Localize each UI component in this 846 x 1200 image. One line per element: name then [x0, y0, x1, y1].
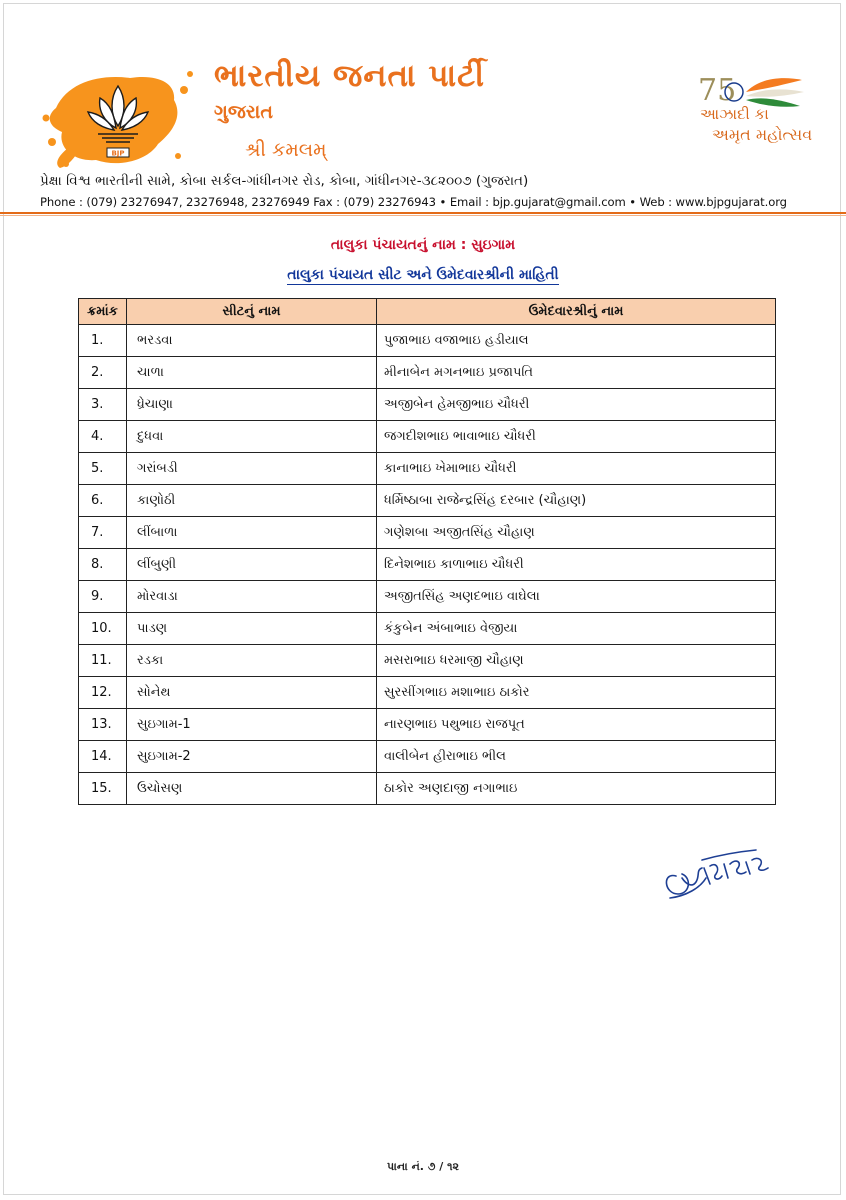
seat-cell: ગરાંબડી	[127, 453, 377, 485]
serial-cell: 5.	[79, 453, 127, 485]
document-subtitle-text: તાલુકા પંચાયત સીટ અને ઉમેદવારશ્રીની માહિતી	[287, 267, 559, 283]
amrit-line-1: આઝાદી કા	[700, 105, 769, 123]
page-number: પાના નં. ૭ / ૧૨	[387, 1160, 459, 1173]
header-divider-light	[0, 215, 846, 216]
candidate-cell: પુજાભાઇ વજાભાઇ હડીયાલ	[377, 325, 776, 357]
seat-cell: સુઇગામ-1	[127, 709, 377, 741]
seat-cell: ઉચોસણ	[127, 773, 377, 805]
serial-cell: 6.	[79, 485, 127, 517]
table-row	[79, 453, 776, 485]
seat-cell: રડકા	[127, 645, 377, 677]
seat-cell: મોરવાડા	[127, 581, 377, 613]
candidate-cell: કંકુબેન અંબાભાઇ વેજીયા	[377, 613, 776, 645]
seat-cell: ધ્રેચાણા	[127, 389, 377, 421]
seat-cell: પાડણ	[127, 613, 377, 645]
table-row	[79, 645, 776, 677]
table-row	[79, 581, 776, 613]
office-address: પ્રેક્ષા વિશ્વ ભારતીની સામે, કોબા સર્કલ-ગાંધીનગર રોડ, કોબા, ગાંધીનગર-૩૮૨૦૦૭ (ગુજરાત)	[40, 173, 529, 189]
serial-cell: 9.	[79, 581, 127, 613]
candidate-cell: વાલીબેન હીરાભાઇ ભીલ	[377, 741, 776, 773]
serial-cell: 10.	[79, 613, 127, 645]
table-row	[79, 677, 776, 709]
column-header-serial: ક્રમાંક	[79, 299, 127, 325]
candidate-cell: મીનાબેન મગનભાઇ પ્રજાપતિ	[377, 357, 776, 389]
serial-cell: 11.	[79, 645, 127, 677]
document-title: તાલુકા પંચાયતનું નામ : સુઇગામ	[330, 237, 516, 253]
table-row	[79, 517, 776, 549]
table-row	[79, 421, 776, 453]
table-header-row	[79, 299, 776, 325]
table-row	[79, 773, 776, 805]
seat-cell: લીંબાળા	[127, 517, 377, 549]
serial-cell: 3.	[79, 389, 127, 421]
table-row	[79, 357, 776, 389]
candidate-cell: કાનાભાઇ ખેમાભાઇ ચૌધરી	[377, 453, 776, 485]
candidate-cell: જગદીશભાઇ ભાવાભાઇ ચૌધરી	[377, 421, 776, 453]
contact-details: Phone : (079) 23276947, 23276948, 23276949 Fax : (079) 23276943 • Email : bjp.gujarat@gmail.com • Web : www.bjpgujarat.org	[40, 195, 787, 209]
serial-cell: 2.	[79, 357, 127, 389]
candidate-cell: સુરસીંગભાઇ મશાભાઇ ઠાકોર	[377, 677, 776, 709]
candidate-cell: ગણેશબા અજીતસિંહ ચૌહાણ	[377, 517, 776, 549]
party-name: ભારતીય જનતા પાર્ટી	[214, 58, 486, 94]
candidate-cell: અજીતસિંહ અણદભાઇ વાઘેલા	[377, 581, 776, 613]
candidate-cell: મસરાભાઇ ધરમાજી ચૌહાણ	[377, 645, 776, 677]
seat-cell: સુઇગામ-2	[127, 741, 377, 773]
serial-cell: 12.	[79, 677, 127, 709]
seat-cell: સોનેથ	[127, 677, 377, 709]
candidate-table	[78, 298, 776, 805]
column-header-seat: સીટનું નામ	[127, 299, 377, 325]
table-row	[79, 485, 776, 517]
logo-text: BJP	[111, 149, 125, 158]
table-row	[79, 709, 776, 741]
serial-cell: 4.	[79, 421, 127, 453]
seat-cell: લીંબુણી	[127, 549, 377, 581]
serial-cell: 8.	[79, 549, 127, 581]
column-header-candidate: ઉમેદવારશ્રીનું નામ	[377, 299, 776, 325]
table-row	[79, 613, 776, 645]
table-row	[79, 741, 776, 773]
candidate-cell: અજીબેન હેમજીભાઇ ચૌધરી	[377, 389, 776, 421]
seat-cell: ચાળા	[127, 357, 377, 389]
candidate-cell: ઠાકોર અણદાજી નગાભાઇ	[377, 773, 776, 805]
candidate-cell: ધર્મિષ્ઠાબા રાજેન્દ્રસિંહ દરબાર (ચૌહાણ)	[377, 485, 776, 517]
header-divider	[0, 212, 846, 214]
amrit-number: 75	[698, 73, 737, 108]
amrit-line-2: અમૃત મહોત્સવ	[712, 125, 813, 144]
bjp-lotus-logo	[38, 60, 198, 175]
table-row	[79, 325, 776, 357]
serial-cell: 7.	[79, 517, 127, 549]
party-tagline: શ્રી કમલમ્	[245, 139, 327, 161]
signature	[656, 838, 774, 908]
document-subtitle	[0, 267, 846, 283]
candidate-cell: નારણભાઇ પથુભાઇ રાજપૂત	[377, 709, 776, 741]
serial-cell: 1.	[79, 325, 127, 357]
party-state: ગુજરાત	[214, 101, 273, 123]
seat-cell: ભરડવા	[127, 325, 377, 357]
serial-cell: 14.	[79, 741, 127, 773]
serial-cell: 15.	[79, 773, 127, 805]
table-row	[79, 389, 776, 421]
seat-cell: કાણોઠી	[127, 485, 377, 517]
candidate-cell: દિનેશભાઇ કાળાભાઇ ચૌધરી	[377, 549, 776, 581]
serial-cell: 13.	[79, 709, 127, 741]
seat-cell: દુધવા	[127, 421, 377, 453]
table-row	[79, 549, 776, 581]
